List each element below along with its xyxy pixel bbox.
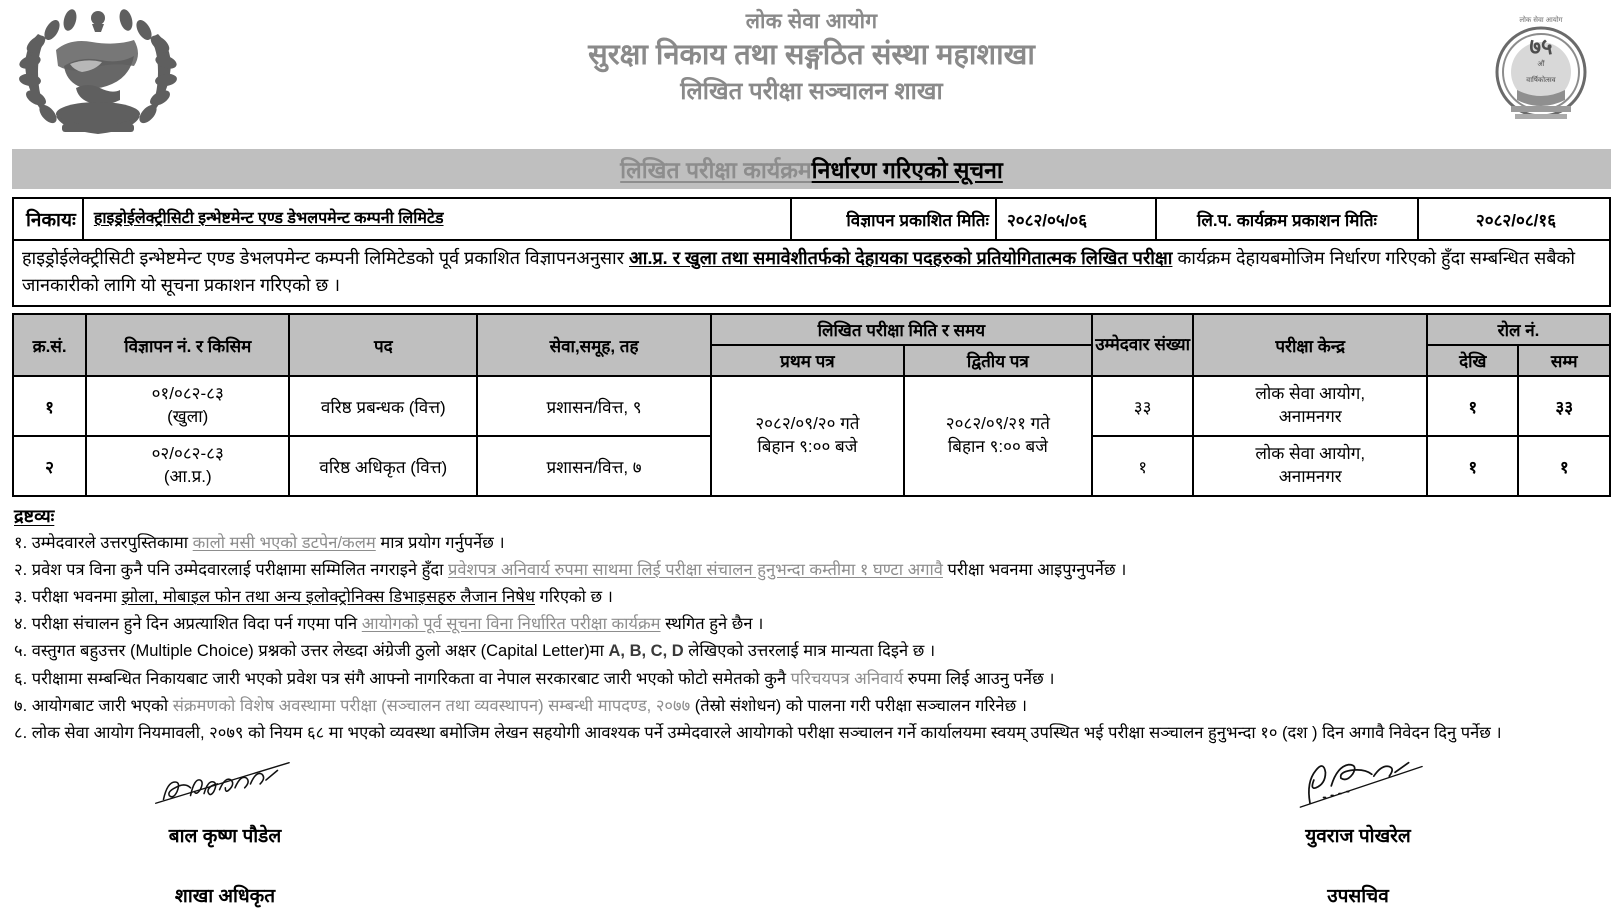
ad-no-line1: ०१/०८२-८३ [151,384,224,404]
cell-candidate-count: ३३ [1092,376,1194,436]
exam-schedule-table [12,313,1611,497]
nepal-government-emblem-icon [8,4,188,144]
svg-text:७५: ७५ [1529,34,1553,59]
note-4-pre: ४. परीक्षा संचालन हुने दिन अप्रत्याशित विदा पर्न गएमा पनि [14,615,362,634]
info-bar [12,197,1611,239]
notes-title: द्रष्टव्यः [14,506,55,526]
note-3-post: गरिएको छ । [534,588,613,607]
ad-date-label-cell [792,199,997,239]
cell-roll-from: १ [1427,436,1518,496]
nikaya-value-cell [84,199,792,239]
ad-no-line2: (आ.प्र.) [163,467,212,486]
th-roll-from: देखि [1427,345,1518,376]
nikaya-value: हाइड्रोईलेक्ट्रीसिटी इन्भेष्टमेन्ट एण्ड डेभलपमेन्ट कम्पनी लिमिटेड [93,209,444,227]
svg-text:औं: औं [1537,61,1545,68]
notice-paragraph [12,239,1611,307]
note-8-text: ८. लोक सेवा आयोग नियमावली, २०७९ को नियम ६८ मा भएको व्यवस्था बमोजिम लेखन सहयोगी आवश्यक पर्ने उम्मेदवारले आयोगको परीक्षा सञ्चालन गर्ने कार्यालयमा स्वयम् उपस्थित भई परीक्षा सञ्चालन हुनुभन्दा १० (दश ) दिन अगावै निवेदन दिनु पर्नेछ । [14,723,1502,742]
table-header-row-1 [13,314,1610,345]
th-roll-number: रोल नं. [1427,314,1610,345]
signature-role-left: शाखा अधिकृत [174,886,276,907]
cell-exam-center [1193,376,1427,436]
note-item [14,561,1609,579]
signature-section [0,753,1623,907]
th-post: पद [289,314,477,376]
th-roll-to: सम्म [1518,345,1610,376]
signature-name-left: बाल कृष्ण पौडेल [168,826,282,847]
svg-text:लोक सेवा आयोग: लोक सेवा आयोग [1519,17,1563,24]
banner-title-grey: लिखित परीक्षा कार्यक्रम [620,157,812,183]
table-row [13,376,1610,436]
note-2-post: परीक्षा भवनमा आइपुग्नुपर्नेछ । [942,560,1127,579]
note-1-pre: १. उम्मेदवारले उत्तरपुस्तिकामा [14,533,193,552]
note-item [14,670,1609,688]
cell-paper-one-datetime [711,376,904,496]
note-3-underline: झोला, मोबाइल फोन तथा अन्य इलोक्ट्रोनिक्स डिभाइसहरु लैजान निषेध [121,588,535,607]
note-item [14,534,1609,552]
center-line2: अनामनगर [1278,407,1342,426]
program-date-label-cell [1157,199,1419,239]
note-item [14,642,1609,660]
cell-serial-number: १ [13,376,86,436]
notes-section [14,507,1609,742]
cell-serial-number: २ [13,436,86,496]
note-4-underline: आयोगको पूर्व सूचना विना निर्धारित परीक्षा कार्यक्रम [361,615,661,634]
handwritten-signature-right-icon [1281,753,1436,811]
nikaya-label: निकायः [26,210,76,231]
th-candidate-count: उम्मेदवार संख्या [1092,314,1194,376]
note-item [14,588,1609,606]
cell-roll-from: १ [1427,376,1518,436]
paragraph-part1: हाइड्रोईलेक्ट्रीसिटी इन्भेष्टमेन्ट एण्ड डेभलपमेन्ट कम्पनी लिमिटेडको पूर्व प्रकाशित विज्ञापनअनुसार [22,248,630,268]
note-1-underline: कालो मसी भएको डटपेन/कलम [192,533,376,552]
org-name-line3: लिखित परीक्षा सञ्चालन शाखा [680,78,943,106]
cell-service: प्रशासन/वित्त, ७ [477,436,711,496]
note-2-underline: प्रवेशपत्र अनिवार्य रुपमा साथमा लिई परीक्षा संचालन हुनुभन्दा कम्तीमा १ घण्टा अगावै [447,560,943,579]
program-date-value-cell [1419,199,1609,239]
paragraph-bold: आ.प्र. र खुला तथा समावेशीतर्फको देहायका पदहरुको प्रतियोगितात्मक लिखित परीक्षा [629,248,1173,268]
note-5-answer-options: A, B, C, D [608,642,684,661]
note-7-mid: (तेस्रो संशोधन [690,696,776,715]
note-3-pre: ३. परीक्षा भवनमा [14,588,122,607]
th-paper-one: प्रथम पत्र [711,345,904,376]
75th-anniversary-logo-icon [1481,6,1601,131]
th-advertisement-number: विज्ञापन नं. र किसिम [86,314,289,376]
note-7-post: ) को पालना गरी परीक्षा सञ्चालन गरिनेछ । [775,696,1027,715]
document-header [0,0,1623,145]
cell-post: वरिष्ठ प्रबन्धक (वित्त) [289,376,477,436]
cell-roll-to: १ [1518,436,1610,496]
cell-advertisement-number [86,436,289,496]
ad-date-value-cell [997,199,1157,239]
cell-post: वरिष्ठ अधिकृत (वित्त) [289,436,477,496]
note-2-pre: २. प्रवेश पत्र विना कुनै पनि उम्मेदवारलाई परीक्षामा सम्मिलित नगराइने हुँदा [14,560,448,579]
org-name-line2: सुरक्षा निकाय तथा सङ्गठित संस्था महाशाखा [588,39,1035,72]
center-line1: लोक सेवा आयोग, [1255,444,1366,464]
th-exam-date-time: लिखित परीक्षा मिति र समय [711,314,1092,345]
note-7-pre: ७. आयोगबाट जारी भएको [14,696,173,715]
cell-candidate-count: १ [1092,436,1194,496]
program-date-value: २०८२/०८/१६ [1475,210,1557,230]
th-paper-two: द्वितीय पत्र [904,345,1092,376]
note-item [14,724,1609,742]
note-4-post: स्थगित हुने छैन । [660,615,764,634]
notice-title-banner [12,149,1611,189]
header-title-block [432,8,1192,109]
note-item [14,697,1609,715]
note-5-post: लेखिएको उत्तरलाई मात्र मान्यता दिइने छ । [683,642,936,661]
th-service-group-level: सेवा,समूह, तह [477,314,711,376]
ad-date-value: २०८२/०५/०६ [1006,210,1088,230]
note-7-grey: संक्रमणको विशेष अवस्थामा परीक्षा (सञ्चालन तथा व्यवस्थापन) सम्बन्धी मापदण्ड, २०७७ [172,696,691,715]
program-date-label: लि.प. कार्यक्रम प्रकाशन मितिः [1196,210,1377,230]
cell-paper-two-datetime [904,376,1092,496]
handwritten-signature-left-icon [148,753,303,811]
cell-exam-center [1193,436,1427,496]
signature-name-right: युवराज पोखरेल [1305,826,1411,847]
cell-service: प्रशासन/वित्त, ९ [477,376,711,436]
th-serial-number: क्र.सं. [13,314,86,376]
center-line1: लोक सेवा आयोग, [1255,384,1366,404]
svg-text:वार्षिकोत्सव: वार्षिकोत्सव [1526,77,1556,84]
signature-role-right: उपसचिव [1327,886,1389,907]
paper1-time: बिहान ९:०० बजे [757,437,858,456]
note-6-grey: परिचयपत्र अनिवार्य [790,669,904,688]
banner-title-black: निर्धारण गरिएको सूचना [811,157,1003,183]
paper1-date: २०८२/०९/२० गते [755,414,860,434]
paper2-date: २०८२/०९/२१ गते [945,414,1050,434]
center-line2: अनामनगर [1278,467,1342,486]
note-6-post: रुपमा लिई आउनु पर्नेछ । [903,669,1055,688]
cell-roll-to: ३३ [1518,376,1610,436]
paragraph-part2: कार्यक्रम देहायबमोजिम निर्धारण गरिएको हुँदा सम्बन्धित सबैको जानकारीको लागि यो सूचना प्रकाशन गरिएको छ । [22,248,1576,295]
signature-block-left [60,753,390,908]
note-1-post: मात्र प्रयोग गर्नुपर्नेछ । [375,533,505,552]
nikaya-label-cell [14,199,84,239]
ad-date-label: विज्ञापन प्रकाशित मितिः [846,210,989,230]
th-exam-center: परीक्षा केन्द्र [1193,314,1427,376]
note-6-pre: ६. परीक्षामा सम्बन्धित निकायबाट जारी भएको प्रवेश पत्र संगै आफ्नो नागरिकता वा नेपाल सरकारबाट जारी भएको फोटो समेतको कुनै [14,669,791,688]
cell-advertisement-number [86,376,289,436]
note-5-pre: ५. वस्तुगत बहुउत्तर (Multiple Choice) प्रश्नको उत्तर लेख्दा अंग्रेजी ठुलो अक्षर (Capital Letter)मा [14,642,609,661]
paper2-time: बिहान ९:०० बजे [947,437,1048,456]
signature-block-right [1193,753,1523,908]
ad-no-line2: (खुला) [167,407,209,426]
org-name-line1: लोक सेवा आयोग [745,10,878,33]
ad-no-line1: ०२/०८२-८३ [151,444,224,464]
note-item [14,615,1609,633]
